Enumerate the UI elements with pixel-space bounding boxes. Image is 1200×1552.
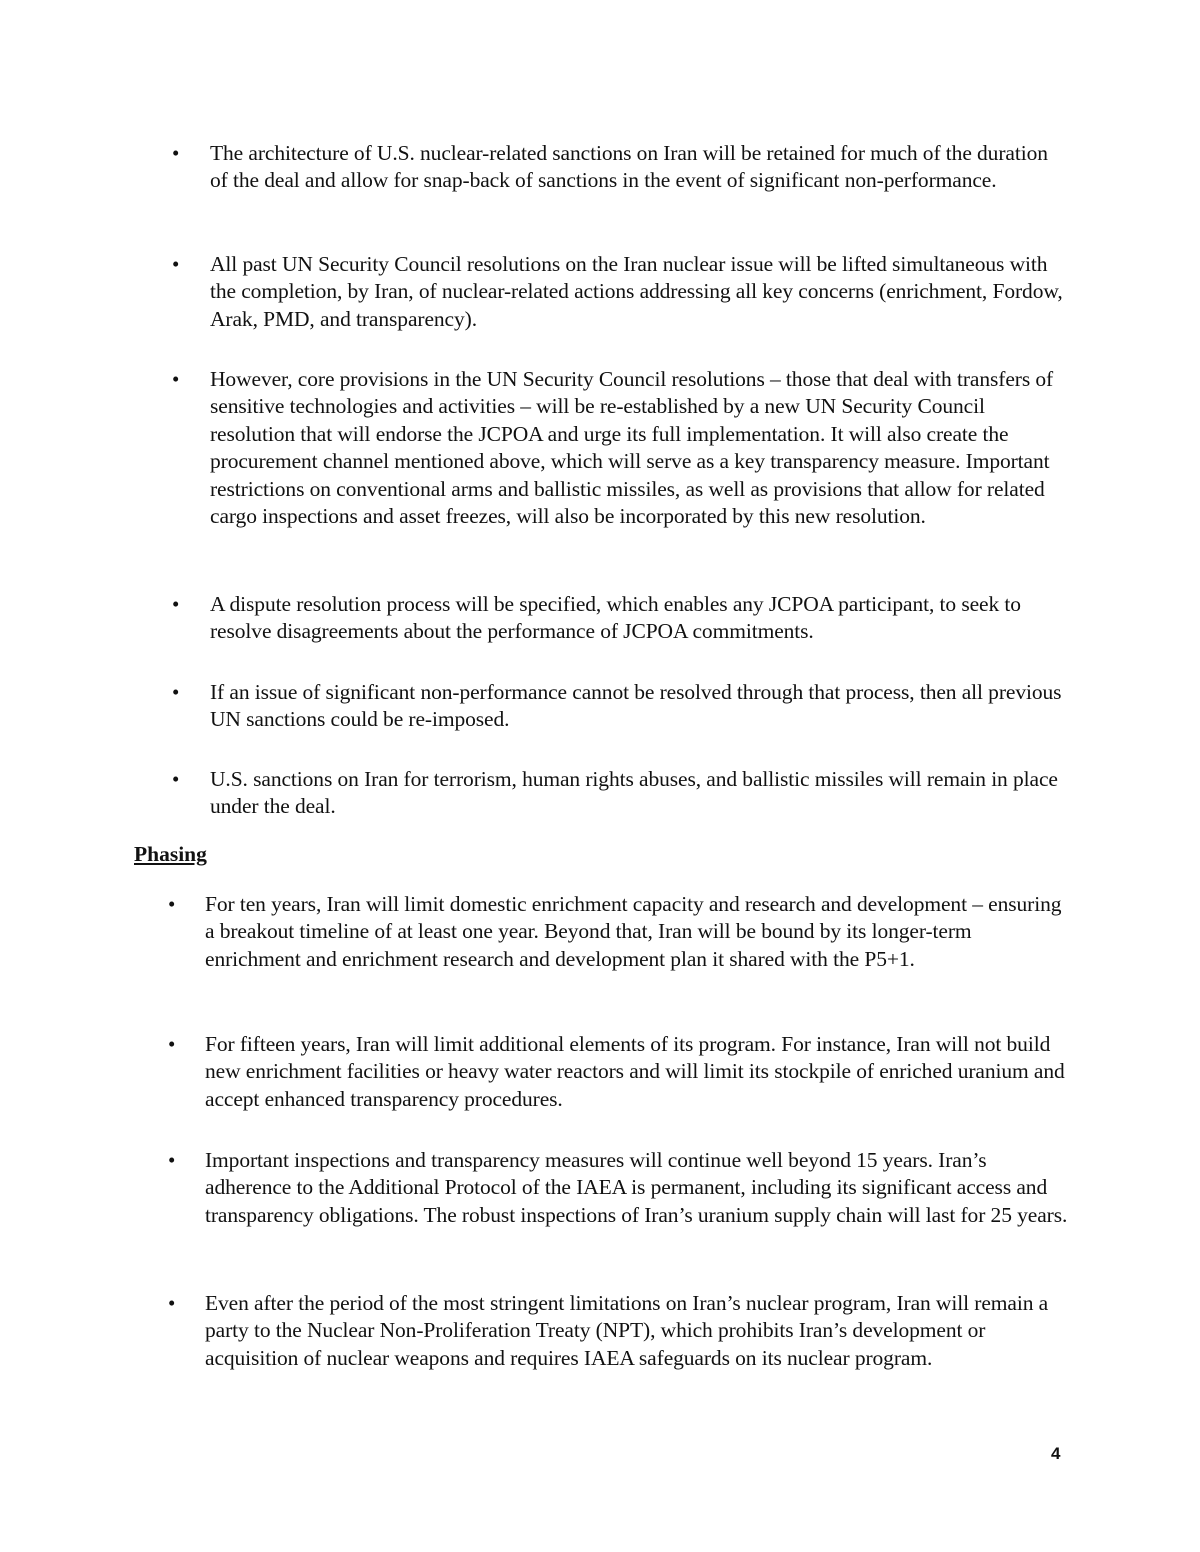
list-item-text: If an issue of significant non-performance cannot be resolved through that process, then all previous UN sanctions could be re-imposed. (210, 680, 1062, 732)
list-item-text: For fifteen years, Iran will limit additional elements of its program. For instance, Iran will not build new enrichment facilities or heavy water reactors and will limit its stockpile of enriched uranium and accept enhanced transparency procedures. (205, 1032, 1065, 1111)
bullet-marker: • (172, 252, 180, 276)
list-item-text: A dispute resolution process will be specified, which enables any JCPOA participant, to seek to resolve disagreements about the performance of JCPOA commitments. (210, 592, 1021, 644)
list-item-text: All past UN Security Council resolutions on the Iran nuclear issue will be lifted simultaneous with the completion, by Iran, of nuclear-related actions addressing all key concerns (enrichment, Fordow, Arak, PMD, and transparency). (210, 252, 1063, 331)
bullet-marker: • (168, 892, 176, 916)
bullet-marker: • (172, 767, 180, 791)
section-heading-phasing: Phasing (134, 842, 207, 866)
list-item-text: The architecture of U.S. nuclear-related sanctions on Iran will be retained for much of the duration of the deal and allow for snap-back of sanctions in the event of significant non-performance. (210, 141, 1048, 193)
list-item-text: Important inspections and transparency measures will continue well beyond 15 years. Iran’s adherence to the Additional Protocol of the IAEA is permanent, including its significant access and transparency obligations. The robust inspections of Iran’s uranium supply chain will last for 25 years. (205, 1148, 1068, 1227)
bullet-marker: • (168, 1032, 176, 1056)
list-item-text: U.S. sanctions on Iran for terrorism, human rights abuses, and ballistic missiles will remain in place under the deal. (210, 767, 1058, 819)
bullet-marker: • (168, 1148, 176, 1172)
list-item-text: Even after the period of the most stringent limitations on Iran’s nuclear program, Iran will remain a party to the Nuclear Non-Proliferation Treaty (NPT), which prohibits Iran’s development or acquisition of nuclear weapons and requires IAEA safeguards on its nuclear program. (205, 1291, 1049, 1370)
bullet-marker: • (172, 367, 180, 391)
list-item-text: For ten years, Iran will limit domestic enrichment capacity and research and development – ensuring a breakout timeline of at least one year. Beyond that, Iran will be bound by its longer-term enrichment and enrichment research and development plan it shared with the P5+1. (205, 892, 1062, 971)
bullet-marker: • (172, 680, 180, 704)
bullet-marker: • (172, 141, 180, 165)
list-item-text: However, core provisions in the UN Security Council resolutions – those that deal with transfers of sensitive technologies and activities – will be re-established by a new UN Security Council resolution that will endorse the JCPOA and urge its full implementation. It will also create the procurement channel mentioned above, which will serve as a key transparency measure. Important restrictions on conventional arms and ballistic missiles, as well as provisions that allow for related cargo inspections and asset freezes, will also be incorporated by this new resolution. (210, 367, 1054, 529)
bullet-marker: • (168, 1291, 176, 1315)
bullet-marker: • (172, 592, 180, 616)
page-number: 4 (1051, 1444, 1061, 1463)
